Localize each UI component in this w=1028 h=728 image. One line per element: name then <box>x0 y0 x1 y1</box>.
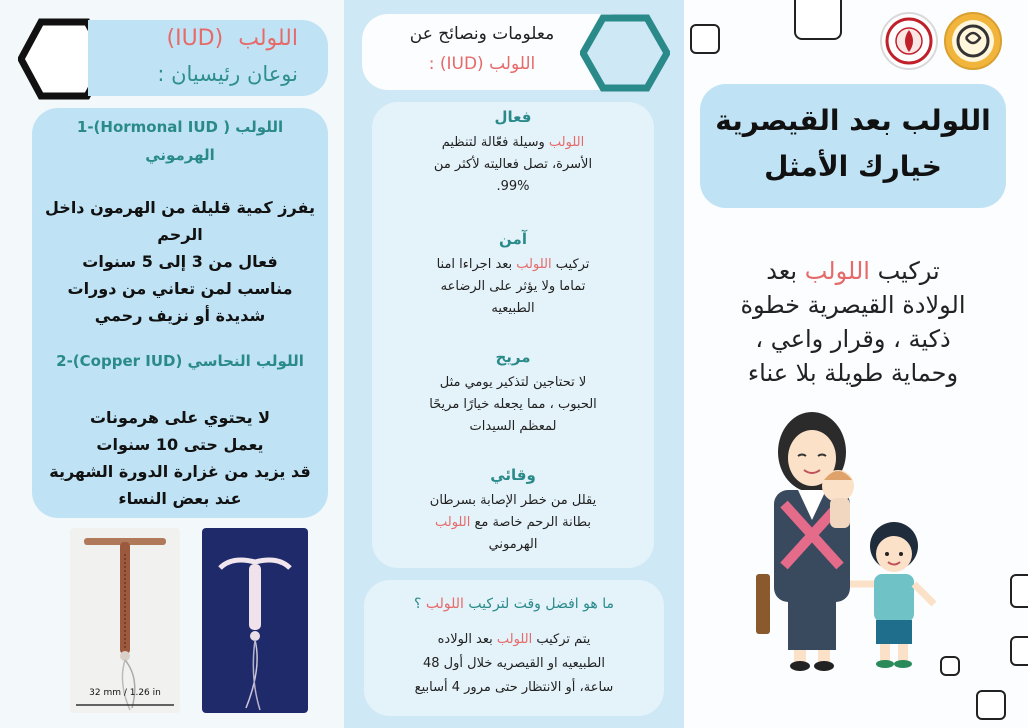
text-line: الطبيعيه <box>491 301 535 316</box>
text-line: الأسرة، تصل فعاليته لأكثر من <box>433 157 593 172</box>
info-title: فعال <box>494 108 532 126</box>
hormonal-iud-illustration <box>202 528 308 713</box>
right-panel <box>684 0 1028 728</box>
text-line: لمعظم السيدات <box>469 419 557 434</box>
text-span: ؟ <box>414 596 426 612</box>
hormonal-point: شديدة أو نزيف رحمي <box>94 306 266 325</box>
info-header-line2: اللولب (IUD) : <box>428 54 536 74</box>
info-title: وقائي <box>490 466 536 484</box>
iud-word: اللولب <box>548 135 585 150</box>
square-decoration <box>976 690 1006 720</box>
iud-word-ar: اللولب <box>238 26 298 51</box>
text-line: تماما ولا يؤثر على الرضاعه <box>440 279 586 294</box>
square-decoration <box>690 24 720 54</box>
copper-point: يعمل حتى 10 سنوات <box>96 435 264 454</box>
main-title: اللولب بعد القيصرية <box>715 104 991 137</box>
copper-iud-photo <box>70 528 180 713</box>
square-decoration <box>1010 574 1028 608</box>
iud-word: اللولب <box>496 632 533 647</box>
university-seal-icon <box>882 14 936 68</box>
square-decoration <box>1010 636 1028 666</box>
hormonal-points <box>32 194 328 329</box>
intro-text <box>700 254 1006 390</box>
info-header-line1: معلومات ونصائح عن <box>409 24 555 44</box>
text-span: بطانة الرحم خاصة مع <box>470 515 591 530</box>
timing-answer <box>364 628 664 700</box>
info-text <box>372 490 654 556</box>
timing-question <box>364 596 664 612</box>
text-span: بعد الولاده <box>437 632 497 647</box>
iud-word: اللولب <box>804 257 870 285</box>
middle-panel <box>344 0 684 728</box>
text-line: 99%. <box>496 179 530 194</box>
copper-point: قد يزيد من غزارة الدورة الشهرية <box>49 462 311 481</box>
text-span: وسيلة فعّالة لتنظيم <box>441 135 549 150</box>
types-header-title <box>167 26 299 51</box>
hormonal-point: فعال من 3 إلى 5 سنوات <box>82 252 278 271</box>
info-title: آمن <box>499 230 527 248</box>
title-box <box>700 84 1006 208</box>
text-line: ذكية ، وقرار واعي ، <box>755 325 951 353</box>
faculty-logo <box>944 12 1002 70</box>
text-span: تركيب <box>551 257 590 272</box>
text-line: لا تحتاجين لتذكير يومي مثل <box>439 375 587 390</box>
main-title-line2: خيارك الأمثل <box>764 150 942 183</box>
square-decoration <box>940 656 960 676</box>
iud-word: اللولب <box>516 257 552 272</box>
info-header-box <box>362 14 612 90</box>
types-box <box>32 108 328 518</box>
types-subtitle: نوعان رئيسيان : <box>157 62 298 86</box>
copper-point: لا يحتوي على هرمونات <box>89 408 271 427</box>
iud-word: اللولب <box>434 515 471 530</box>
types-header-box <box>88 20 328 96</box>
hormonal-point: يفرز كمية قليلة من الهرمون داخل <box>45 198 315 217</box>
text-span: بعد <box>766 257 805 285</box>
info-text <box>372 372 654 438</box>
faculty-seal-icon <box>946 14 1000 68</box>
text-span: بعد اجراءا امنا <box>436 257 517 272</box>
hormonal-title: اللولب ( Hormonal IUD)-1 <box>76 118 284 136</box>
hormonal-title-line2: الهرموني <box>145 146 215 164</box>
text-line: الهرموني <box>488 537 538 552</box>
hormonal-point: مناسب لمن تعاني من دورات <box>67 279 293 298</box>
copper-point: عند بعض النساء <box>118 489 242 508</box>
university-logo <box>880 12 938 70</box>
text-line: الولادة القيصرية خطوة <box>740 291 966 319</box>
info-text <box>372 254 654 320</box>
text-line: يقلل من خطر الإصابة بسرطان <box>429 493 597 508</box>
square-decoration <box>794 0 842 40</box>
text-span: تركيب <box>869 257 940 285</box>
copper-title: اللولب النحاسي (Copper IUD)-2 <box>56 352 304 370</box>
hormonal-iud-photo <box>202 528 308 713</box>
info-box <box>372 102 654 568</box>
info-title: مريح <box>495 348 531 366</box>
copper-points <box>32 404 328 512</box>
timing-box <box>364 580 664 716</box>
info-text <box>372 132 654 198</box>
text-line: الحبوب ، مما يجعله خيارًا مريحًا <box>429 397 597 412</box>
text-line: ساعة، أو الانتظار حتى مرور 4 أسابيع <box>414 680 614 695</box>
text-span: ما هو افضل وقت لتركيب <box>463 596 614 612</box>
photo-caption: 32 mm / 1.26 in <box>89 688 161 698</box>
hormonal-point: الرحم <box>157 225 203 244</box>
iud-word-en: (IUD) <box>166 26 224 51</box>
left-panel <box>0 0 344 728</box>
copper-iud-illustration <box>70 528 180 713</box>
text-line: الطبيعيه او القيصريه خلال أول 48 <box>422 656 606 671</box>
mother-children-illustration <box>754 408 954 672</box>
text-line: وحماية طويلة بلا عناء <box>747 359 959 387</box>
iud-word: اللولب <box>425 596 464 612</box>
text-span: يتم تركيب <box>532 632 591 647</box>
hexagon-icon <box>580 14 670 92</box>
